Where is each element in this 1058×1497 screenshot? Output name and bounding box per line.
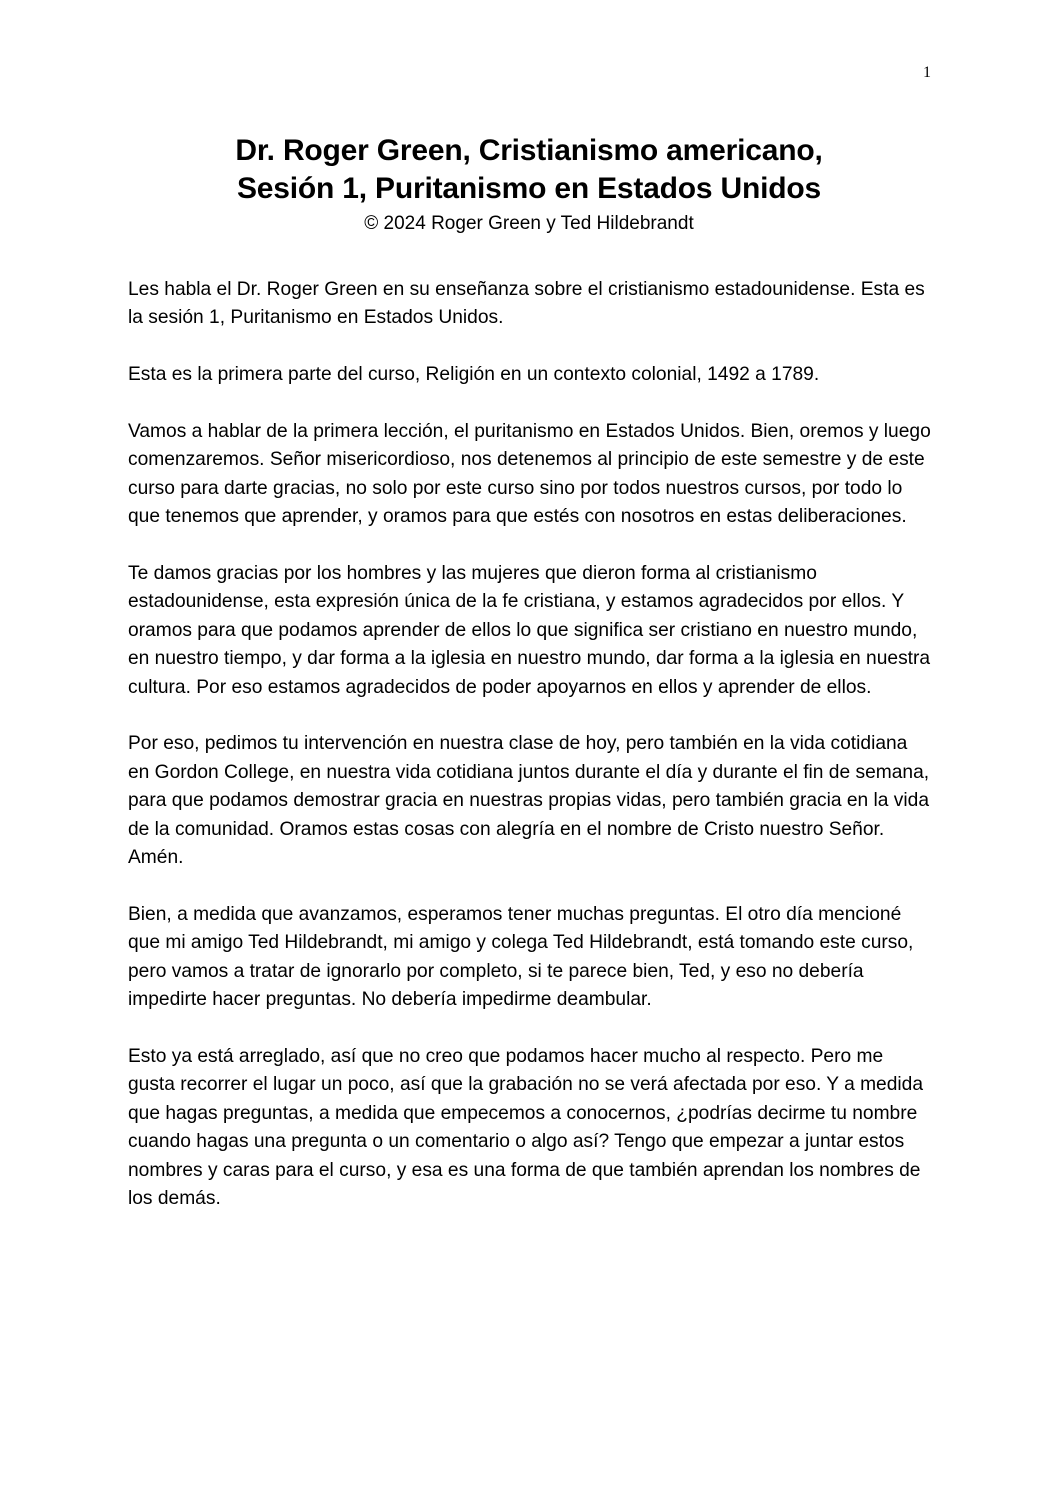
- paragraph-intro: Les habla el Dr. Roger Green en su enseñanza sobre el cristianismo estadounidense. Esta es la sesión 1, Puritanismo en Estados Unidos.: [128, 279, 925, 329]
- paragraph-names: Esto ya está arreglado, así que no creo que podamos hacer mucho al respecto. Pero me gusta recorrer el lugar un poco, así que la grabación no se verá afectada por eso. Y a medida que hagas preguntas, a medida que empecemos a conocernos, ¿podrías decirme tu nombre cuando hagas una pregunta o un comentario o algo así? Tengo que empezar a juntar estos nombres y caras para el curso, y esa es una forma de que también aprendan los nombres de los demás.: [128, 1045, 924, 1209]
- transcript-body: [128, 276, 933, 1242]
- page-number: 1: [923, 64, 931, 81]
- paragraph-questions: Bien, a medida que avanzamos, esperamos tener muchas preguntas. El otro día mencioné que mi amigo Ted Hildebrandt, mi amigo y colega Ted Hildebrandt, está tomando este curso, pero vamos a tratar de ignorarlo por completo, si te parece bien, Ted, y eso no debería impedirte hacer preguntas. No debería impedirme deambular.: [128, 903, 914, 1011]
- document-title-line-1: Dr. Roger Green, Cristianismo americano,: [235, 134, 823, 167]
- copyright-notice: © 2024 Roger Green y Ted Hildebrandt: [364, 213, 694, 234]
- document-title-line-2: Sesión 1, Puritanismo en Estados Unidos: [237, 172, 821, 205]
- paragraph-prayer-thanks: Te damos gracias por los hombres y las mujeres que dieron forma al cristianismo estadounidense, esta expresión única de la fe cristiana, y estamos agradecidos por ellos. Y oramos para que podamos aprender de ellos lo que significa ser cristiano en nuestro mundo, en nuestro tiempo, y dar forma a la iglesia en nuestro mundo, dar forma a la iglesia en nuestra cultura. Por eso estamos agradecidos de poder apoyarnos en ellos y aprender de ellos.: [128, 563, 931, 698]
- paragraph-prayer-closing: Por eso, pedimos tu intervención en nuestra clase de hoy, pero también en la vida cotidiana en Gordon College, en nuestra vida cotidiana juntos durante el día y durante el fin de semana, para que podamos demostrar gracia en nuestras propias vidas, pero también gracia en la vida de la comunidad. Oramos estas cosas con alegría en el nombre de Cristo nuestro Señor. Amén.: [128, 733, 930, 869]
- title-block: [0, 132, 1058, 237]
- paragraph-prayer-opening: Vamos a hablar de la primera lección, el puritanismo en Estados Unidos. Bien, oremos y luego comenzaremos. Señor misericordioso, nos detenemos al principio de este semestre y de este curso para darte gracias, no solo por este curso sino por todos nuestros cursos, por todo lo que tenemos que aprender, y oramos para que estés con nosotros en estas deliberaciones.: [128, 421, 931, 528]
- paragraph-course-part: Esta es la primera parte del curso, Religión en un contexto colonial, 1492 a 1789.: [128, 364, 820, 386]
